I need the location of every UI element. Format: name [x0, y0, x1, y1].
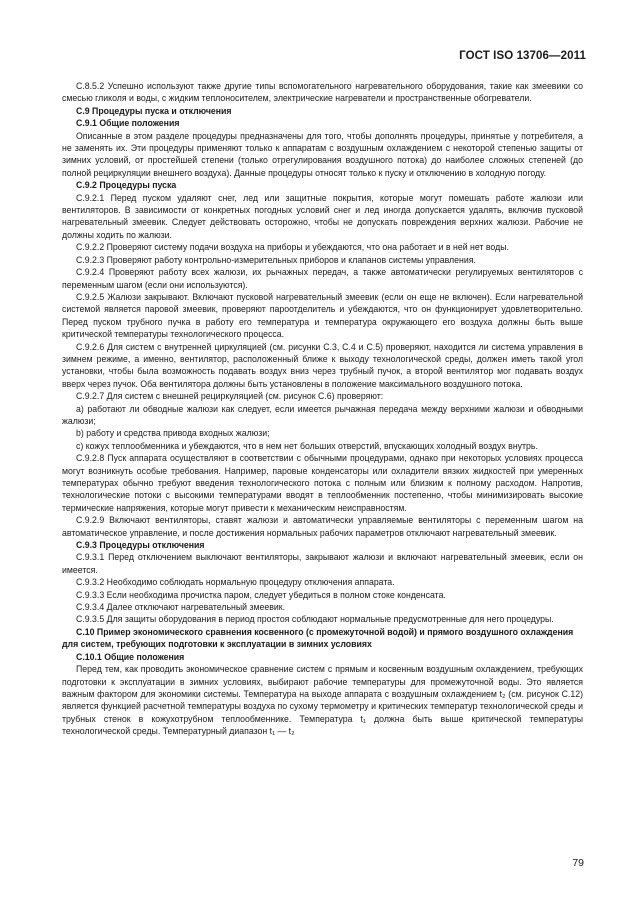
paragraph: C.9.2.3 Проверяют работу контрольно-измерительных приборов и клапанов системы управления.: [76, 254, 476, 265]
list-item: c) кожух теплообменника и убеждаются, что в нем нет больших отверстий, впускающих холодный воздух внутрь.: [76, 440, 538, 451]
standard-header: ГОСТ ISO 13706—2011: [459, 50, 586, 62]
paragraph: C.9.3.4 Далее отключают нагревательный змеевик.: [76, 602, 286, 613]
paragraph: C.9.3.1 Перед отключением выключают вентиляторы, закрывают жалюзи и включают нагревательный змеевик, если он имеется.: [62, 552, 583, 575]
paragraph: C.9.2.9 Включают вентиляторы, ставят жалюзи и автоматически управляемые вентиляторы с переменным шагом на автоматическое управление, и после достижения нормальных рабочих параметров отключают нагревательный змеевик.: [62, 515, 583, 538]
paragraph: C.9.2.4 Проверяют работу всех жалюзи, их рычажных передач, а также автоматически регулируемых вентиляторов с переменным шагом (если они используются).: [62, 267, 583, 290]
list-item: a) работают ли обводные жалюзи как следует, если имеется рычажная передача между верхними жалюзи и обводными жалюзи;: [62, 403, 583, 426]
list-item: b) работу и средства привода входных жалюзи;: [76, 428, 270, 439]
paragraph: C.9.3.3 Если необходима прочистка паром, следует убедиться в полном стоке конденсата.: [76, 589, 446, 600]
page-number: 79: [572, 857, 584, 869]
paragraph: Перед тем, как проводить экономическое сравнение систем с прямым и косвенным воздушным охлаждением, требующих подготовки к эксплуатации в зимних условиях, выбирают рабочие температуры для промежуточной воды. Это является важным фактором для экономики системы. Температура на выходе аппарата с воздушным охлаждением t₂ (см. рисунок C.12) является функцией расчетной температуры воздуха по сухому термометру и критических температур технологической среды и трубных стенок в кожухотрубном теплообменнике. Температура t₁ должна быть выше критической температуры технологической среды. Температурный диапазон t₁ — t₂: [62, 664, 583, 737]
paragraph: C.9.2.8 Пуск аппарата осуществляют в соответствии с обычными процедурами, однако при некоторых условиях процесса могут возникнуть особые требования. Например, паровые конденсаторы или охладители вязких жидкостей при умеренных температурах обычно требуют введения технологического потока с полным или близким к полному расходом. Напротив, технологические потоки с высокими температурами вводят в теплообменник постепенно, чтобы минимизировать высокие термические напряжения, которые могут привести к механическим неисправностям.: [62, 453, 583, 513]
document-body: [62, 80, 583, 738]
section-heading: C.10 Пример экономического сравнения косвенного (с промежуточной водой) и прямого воздушного охлаждения для систем, требующих подготовки к эксплуатации в зимних условиях: [62, 626, 574, 650]
paragraph: C.9.2.6 Для систем с внутренней циркуляцией (см. рисунки C.3, C.4 и C.5) проверяют, находится ли система управления в зимнем режиме, а именно, вентилятор, расположенный ближе к выходу технологической среды, должен иметь такой угол установки, чтобы была возможность подавать воздух вниз через трубный пучок, а второй вентилятор мог подавать воздух вверх через пучок. Оба вентилятора должны быть установлены в положение максимального воздушного потока.: [62, 341, 583, 389]
paragraph: C.9.2.2 Проверяют систему подачи воздуха на приборы и убеждаются, что она работает и в ней нет воды.: [76, 242, 509, 253]
paragraph: C.9.3.5 Для защиты оборудования в период простоя соблюдают нормальные предусмотренные для него процедуры.: [76, 614, 554, 625]
section-heading: C.9.3 Процедуры отключения: [76, 540, 205, 551]
paragraph: C.9.2.7 Для систем с внешней рециркуляцией (см. рисунок C.6) проверяют:: [76, 391, 384, 402]
section-heading: C.9.1 Общие положения: [76, 118, 180, 129]
paragraph: C.9.2.5 Жалюзи закрывают. Включают пусковой нагревательный змеевик (если он еще не включен). Если нагревательной системой является паровой змеевик, проверяют пароотделитель и убеждаются, что он функционирует удовлетворительно. Перед пуском трубного пучка в работу его температура и температура окружающего его воздуха должны быть выше критической температуры технологического процесса.: [62, 291, 583, 340]
paragraph: C.9.2.1 Перед пуском удаляют снег, лед или защитные покрытия, которые могут помешать работе жалюзи или вентиляторов. В зависимости от конкретных погодных условий снег и лед иногда допускается удалять, включив пусковой нагревательный змеевик. Следует действовать осторожно, чтобы не допускать повреждения верхних жалюзи. Рабочие не должны ходить по жалюзи.: [62, 192, 583, 240]
section-heading: C.9.2 Процедуры пуска: [76, 180, 177, 191]
paragraph: C.9.3.2 Необходимо соблюдать нормальную процедуру отключения аппарата.: [76, 577, 395, 588]
paragraph: C.8.5.2 Успешно используют также другие типы вспомогательного нагревательного оборудования, такие как змеевики со смесью гликоля и воды, с жидким теплоносителем, электрические нагреватели и пространственные обогреватели.: [62, 81, 583, 104]
paragraph: Описанные в этом разделе процедуры предназначены для того, чтобы дополнять процедуры, принятые у потребителя, а не заменять их. Эти процедуры применяют только к аппаратам с воздушным охлаждением с некоторой степенью защиты от зимних условий, от простейшей степени (только отрегулирования воздушного потока) до наиболее сложных степеней (до полной рециркуляции внешнего воздуха). Данные процедуры относят только к пуску и отключению в холодную погоду.: [62, 130, 583, 178]
section-heading: C.9 Процедуры пуска и отключения: [76, 105, 232, 116]
section-heading: C.10.1 Общие положения: [76, 651, 185, 662]
